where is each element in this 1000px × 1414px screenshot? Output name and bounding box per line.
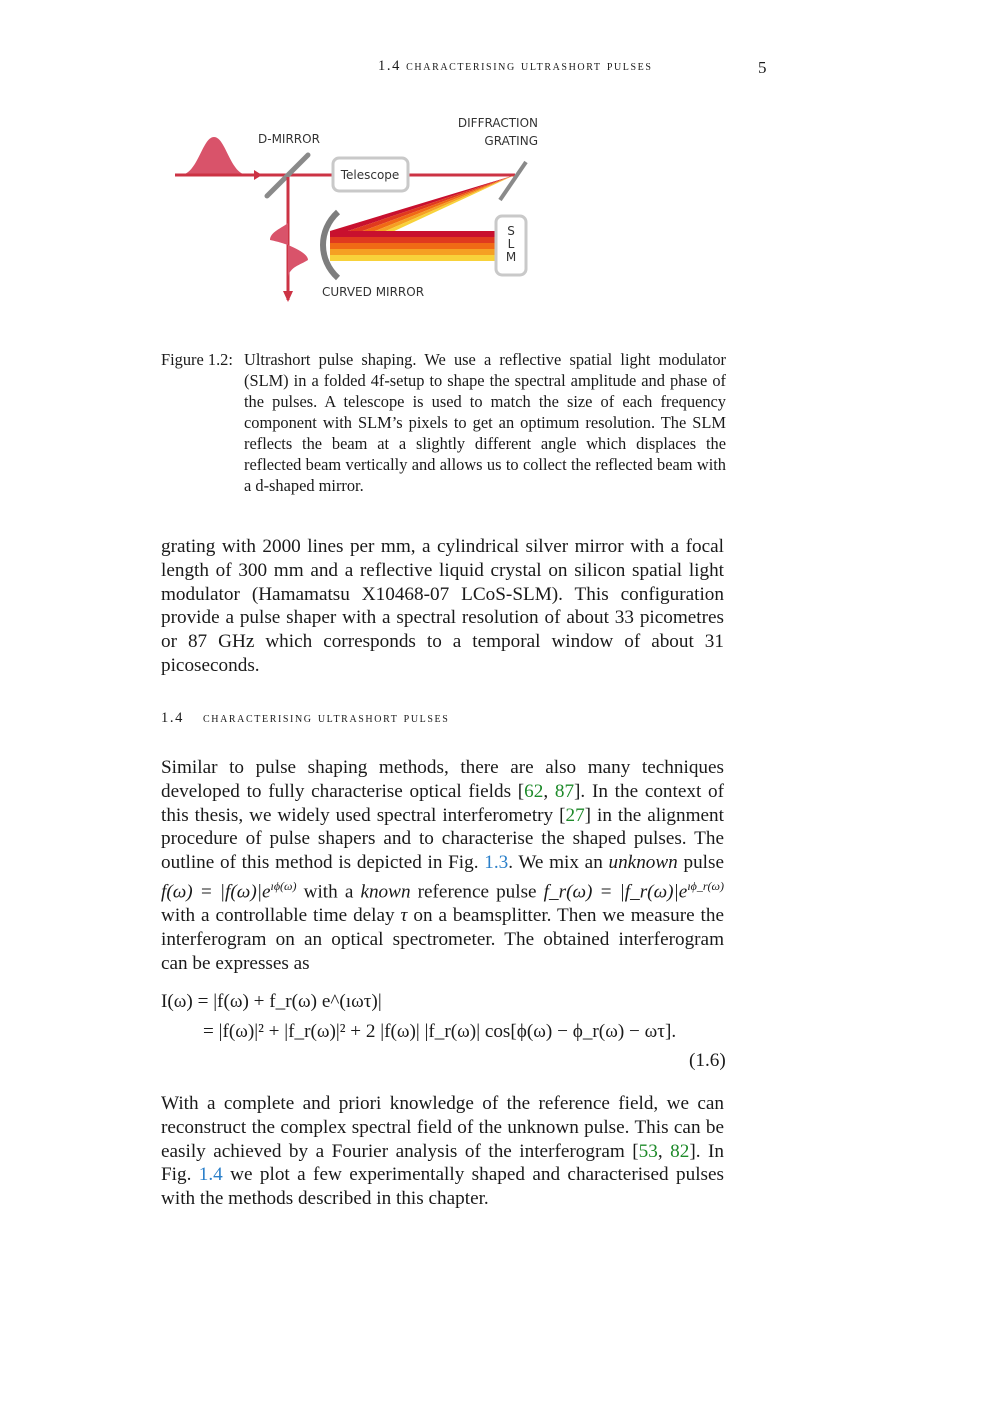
paragraph-2 bbox=[161, 756, 724, 976]
para3-text-3: we plot a few experimentally shaped and characterised pulses with the methods described in this chapter. bbox=[161, 1164, 724, 1210]
paragraph-1: grating with 2000 lines per mm, a cylindrical silver mirror with a focal length of 300 mm and a reflective liquid crystal on silicon spatial light modulator (Hamamatsu X10468-07 LCoS-SLM). This configuration provide a pulse shaper with a spectral resolution of about 33 picometres or 87 GHz which corresponds to a temporal window of about 31 picoseconds. bbox=[161, 536, 724, 676]
output-beam-arrow bbox=[283, 291, 293, 302]
para2-text-8: with a controllable time delay bbox=[161, 905, 401, 927]
spectrum-band-1 bbox=[330, 231, 495, 237]
slm-label-m: M bbox=[505, 250, 517, 264]
page-number: 5 bbox=[758, 58, 767, 77]
grating-label: GRATING bbox=[484, 134, 538, 148]
section-title: characterising ultrashort pulses bbox=[203, 710, 450, 726]
figure-link[interactable]: 1.3 bbox=[484, 852, 509, 874]
emphasis-known: known bbox=[360, 881, 411, 903]
telescope-label: Telescope bbox=[340, 168, 400, 182]
inline-math-reference: f_r(ω) = |f_r(ω)|e bbox=[543, 881, 688, 903]
para2-text-5: pulse bbox=[677, 852, 724, 874]
para2-text-7: reference pulse bbox=[410, 881, 544, 903]
equation-number: (1.6) bbox=[689, 1050, 726, 1071]
emphasis-unknown: unknown bbox=[608, 852, 678, 874]
section-heading bbox=[161, 710, 450, 727]
para2-text-3: ] in the alignment procedure of pulse shapers and to characterise the shaped pulses. The outline of this method is depicted in Fig. bbox=[161, 804, 724, 874]
citation-link[interactable]: 82 bbox=[670, 1140, 690, 1162]
para2-text-2: ]. In the context of this thesis, we widely used spectral interferometry [ bbox=[161, 780, 724, 826]
inline-math-tau: τ bbox=[400, 905, 408, 927]
figure-caption bbox=[161, 349, 726, 496]
citation-link[interactable]: 87 bbox=[554, 780, 575, 802]
input-pulse bbox=[180, 137, 248, 175]
inline-math-reference-exp: ıϕ_r(ω) bbox=[687, 878, 724, 893]
para2-comma: , bbox=[543, 780, 555, 802]
figure-link[interactable]: 1.4 bbox=[198, 1164, 223, 1186]
spectrum-band-4 bbox=[330, 249, 495, 255]
d-mirror-label: D-MIRROR bbox=[258, 132, 320, 146]
input-beam-arrow bbox=[254, 170, 262, 180]
spectrum-band-5 bbox=[330, 255, 495, 261]
para2-text-6: with a bbox=[296, 881, 361, 903]
inline-math-unknown: f(ω) = |f(ω)|e bbox=[161, 881, 271, 903]
equation-line-2: = |f(ω)|² + |f_r(ω)|² + 2 |f(ω)| |f_r(ω)| cos[ϕ(ω) − ϕ_r(ω) − ωτ]. bbox=[203, 1021, 677, 1042]
pulse-shaper-diagram bbox=[170, 105, 550, 310]
running-title: 1.4 characterising ultrashort pulses bbox=[378, 58, 653, 74]
para2-text-9: on a beamsplitter. Then we measure the interferogram on an optical spectrometer. The obtained interferogram can be expresses as bbox=[161, 905, 724, 974]
citation-link[interactable]: 62 bbox=[524, 780, 544, 802]
spectrum-band-2 bbox=[330, 237, 495, 243]
running-header bbox=[378, 58, 778, 75]
para3-comma: , bbox=[657, 1140, 671, 1162]
slm-label-s: S bbox=[507, 224, 515, 238]
diffraction-label: DIFFRACTION bbox=[457, 116, 538, 130]
caption-label: Figure 1.2: bbox=[161, 350, 233, 369]
citation-link[interactable]: 53 bbox=[638, 1140, 658, 1162]
section-number: 1.4 bbox=[161, 710, 184, 726]
inline-math-unknown-exp: ıϕ(ω) bbox=[270, 878, 297, 893]
paragraph-3 bbox=[161, 1092, 724, 1211]
pulse-shaper-figure bbox=[170, 105, 550, 310]
diffraction-grating bbox=[500, 162, 526, 200]
curved-mirror-label: CURVED MIRROR bbox=[322, 285, 425, 299]
equation-line-1: I(ω) = |f(ω) + f_r(ω) e^(ıωτ)| bbox=[161, 991, 382, 1012]
para3-text-1: With a complete and priori knowledge of the reference field, we can reconstruct the complex spectral field of the unknown pulse. This can be easily achieved by a Fourier analysis of the interferogram [ bbox=[161, 1093, 724, 1162]
spectrum-band-3 bbox=[330, 243, 495, 249]
para2-text-4: . We mix an bbox=[508, 852, 609, 874]
caption-text: Ultrashort pulse shaping. We use a reflective spatial light modulator (SLM) in a folded 4f-setup to shape the spectral amplitude and phase of the pulses. A telescope is used to match the size of each frequency component with SLM’s pixels to get an optimum resolution. The SLM reflects the beam at a slightly different angle which displaces the reflected beam vertically and allows us to collect the reflected beam with a d-shaped mirror. bbox=[244, 350, 726, 495]
citation-link[interactable]: 27 bbox=[565, 804, 585, 826]
para2-text-1: Similar to pulse shaping methods, there are also many techniques developed to fully characterise optical fields [ bbox=[161, 757, 724, 802]
equation-1-6 bbox=[161, 991, 746, 1076]
para3-text-2: ]. In Fig. bbox=[161, 1140, 725, 1186]
slm-label-l: L bbox=[507, 237, 515, 251]
